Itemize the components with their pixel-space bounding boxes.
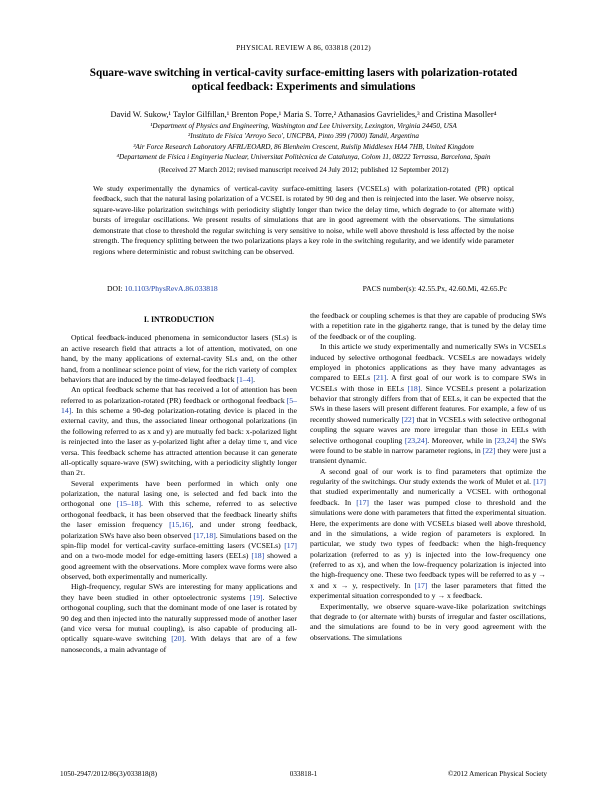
citation-link[interactable]: [1–4]: [236, 374, 254, 384]
citation-link[interactable]: [15,16]: [169, 520, 192, 530]
citation-link[interactable]: [20]: [171, 634, 185, 644]
paragraph: the feedback or coupling schemes is that they are capable of producing SWs with a repetition rate in the gigahertz range, that is tuned by the delay time of the feedback or of the coupling.: [310, 311, 546, 341]
citation-link[interactable]: [19]: [249, 592, 263, 602]
citation-link[interactable]: [5–14]: [61, 395, 297, 415]
citation-link[interactable]: [18]: [407, 383, 421, 393]
affiliation-4: ⁴Departament de Física i Enginyeria Nuclear, Universitat Politècnica de Catalunya, Colom 11, 08222 Terrassa, Barcelona, Spain: [116, 153, 491, 161]
paragraph: A second goal of our work is to find parameters that optimize the regularity of the switchings. Our study extends the work of Mulet et al. [17] that studied experimentally and numerically a VCSEL with orthogonal feedback. In [17] the laser was pumped close to threshold and the simulations were done with parameters that fitted the experimental situation. Here, the experiments are done with VCSELs biased well above threshold, and in the simulations, a wide region of parameters is explored. In particular, we study two types of feedback: when the high-frequency polarization (referred to as y) is injected into the low-frequency one (referred to as x), and when the low-frequency polarization is injected into the high-frequency one. These two feedback types will be referred to as y → x and x → y, respectively. In [17] the laser parameters that fitted the experimental situation corresponded to y → x feedback.: [310, 466, 546, 601]
received-dates: (Received 27 March 2012; revised manuscript received 24 July 2012; published 12 September 2012): [158, 166, 449, 174]
running-head: PHYSICAL REVIEW A 86, 033818 (2012): [236, 43, 371, 52]
citation-link[interactable]: [22]: [401, 414, 415, 424]
citation-link[interactable]: [17]: [414, 580, 428, 590]
doi-link[interactable]: 10.1103/PhysRevA.86.033818: [124, 284, 218, 293]
citation-link[interactable]: [17,18]: [193, 530, 216, 540]
abstract: We study experimentally the dynamics of vertical-cavity surface-emitting lasers (VCSELs) with polarization-rotated (PR) optical feedback, such that the natural lasing polarization of a VCSEL is rotated by 90 deg and then is reinjected into the laser. We observe noisy, square-wave-like polarization switchings with periodicity slightly longer than twice the delay time, which degrade to (or alternate with) bursts of irregular oscillations. We present results of simulations that are in good agreement with the observations. The simulations demonstrate that close to threshold the regular switching is very sensitive to noise, while well above threshold is less affected by the noise strength. The frequency splitting between the two polarizations plays a key role in the switching regularity, and we identify wide parameter regions where deterministic and robust switching can be observed.: [93, 184, 514, 256]
paragraph: An optical feedback scheme that has received a lot of attention has been referred to as polarization-rotated (PR) feedback or orthogonal feedback [5–14]. In this scheme a 90-deg polarization-rotating device is placed in the external cavity, and thus, the associated linear orthogonal polarizations (in the following referred to as x and y) are mutually fed back: x-polarized light is reinjected into the laser as y-polarized light after a delay time τ, and vice versa. This feedback scheme has attracted attention because it can generate all-optically square-wave (SW) switching, with a periodicity slightly longer than 2τ.: [61, 385, 297, 478]
citation-link[interactable]: [23,24]: [494, 435, 517, 445]
author-list: David W. Sukow,¹ Taylor Gilfillan,¹ Brenton Pope,¹ Maria S. Torre,² Athanasios Gavrielides,³ and Cristina Masoller⁴: [110, 110, 497, 119]
citation-link[interactable]: [23,24]: [404, 435, 428, 445]
affiliation-3: ³Air Force Research Laboratory AFRL/EOARD, 86 Blenheim Crescent, Ruislip Middlesex HA4 7HB, United Kingdom: [133, 143, 474, 151]
footer-page-number: 033818-1: [289, 770, 318, 778]
left-column: [61, 311, 297, 655]
paragraph: Several experiments have been performed in which only one polarization, the natural lasing one, is selected and fed back into the orthogonal one [15–18]. With this scheme, referred to as selective orthogonal feedback, it has been observed that the feedback linearly shifts the laser emission frequency [15,16], and under strong feedback, polarization SWs have also been observed [17,18]. Simulations based on the spin-flip model for vertical-cavity surface-emitting lasers (VCSELs) [17] and on a two-mode model for edge-emitting lasers (EELs) [18] showed a good agreement with the observations. More complex wave forms were also observed, both experimentally and numerically.: [61, 478, 298, 581]
affiliation-1: ¹Department of Physics and Engineering, Washington and Lee University, Lexington, Virginia 24450, USA: [150, 122, 457, 130]
affiliation-2: ²Instituto de Física 'Arroyo Seco', UNCPBA, Pinto 399 (7000) Tandil, Argentina: [188, 132, 419, 140]
paragraph: High-frequency, regular SWs are interesting for many applications and they have been studied in other optoelectronic systems [19]. Selective orthogonal coupling, such that the dominant mode of one laser is rotated by 90 deg and then injected into the naturally suppressed mode of another laser (and vice versa for mutual coupling), is also capable of producing all-optically square-wave switching [20]. With delays that are of a few nanoseconds, a main advantage of: [61, 582, 297, 654]
citation-link[interactable]: [17]: [533, 477, 546, 486]
right-column: [310, 311, 546, 643]
citation-link[interactable]: [17]: [356, 497, 369, 507]
footer-copyright: ©2012 American Physical Society: [447, 770, 547, 778]
title-line-2: optical feedback: Experiments and simulations: [191, 81, 416, 93]
paper-title: [60, 66, 547, 94]
paragraph: Experimentally, we observe square-wave-like polarization switchings that degrade to (or alternate with) bursts of irregular and faster oscillations, and the simulations are found to be in very good agreement with the observations. The simulations: [310, 601, 546, 642]
doi-pacs-line: [107, 284, 507, 293]
pacs-numbers: PACS number(s): 42.55.Px, 42.60.Mi, 42.65.Pc: [362, 284, 507, 293]
title-line-1: Square-wave switching in vertical-cavity surface-emitting lasers with polarization-rotated: [89, 67, 518, 79]
paragraph: In this article we study experimentally and numerically SWs in VCSELs induced by selective orthogonal feedback. VCSELs are nowadays widely employed in photonics applications as they have many advantages as compared to EELs [21]. A first goal of our work is to compare SWs in VCSELs with those in EELs [18]. Since VCSELs present a polarization behavior that strongly differs from that of EELs, it can be expected that the SWs in these lasers will present different features. For example, a few of us recently showed numerically [22] that in VCSELs with selective orthogonal coupling the square waves are more irregular than those in EELs with selective orthogonal coupling [23,24]. Moreover, while in [23,24] the SWs were found to be stable in narrow parameter regions, in [22] they were just a transient dynamic.: [310, 342, 547, 466]
section-heading: I. INTRODUCTION: [143, 315, 215, 324]
citation-link[interactable]: [15–18]: [116, 499, 142, 509]
paragraph: Optical feedback-induced phenomena in semiconductor lasers (SLs) is an active research field that attracts a lot of attention, motivated, on one hand, by the many applications of external-cavity SLs and, on the other hand, from a nonlinear science point of view, for the rich variety of complex behaviors that are induced by the time-delayed feedback [1–4].: [61, 333, 297, 384]
citation-link[interactable]: [22]: [482, 445, 496, 455]
footer-issn: 1050-2947/2012/86(3)/033818(8): [60, 770, 158, 778]
citation-link[interactable]: [17]: [284, 540, 297, 550]
citation-link[interactable]: [18]: [251, 551, 265, 561]
doi-label: DOI:: [107, 284, 125, 293]
citation-link[interactable]: [21]: [373, 373, 387, 383]
